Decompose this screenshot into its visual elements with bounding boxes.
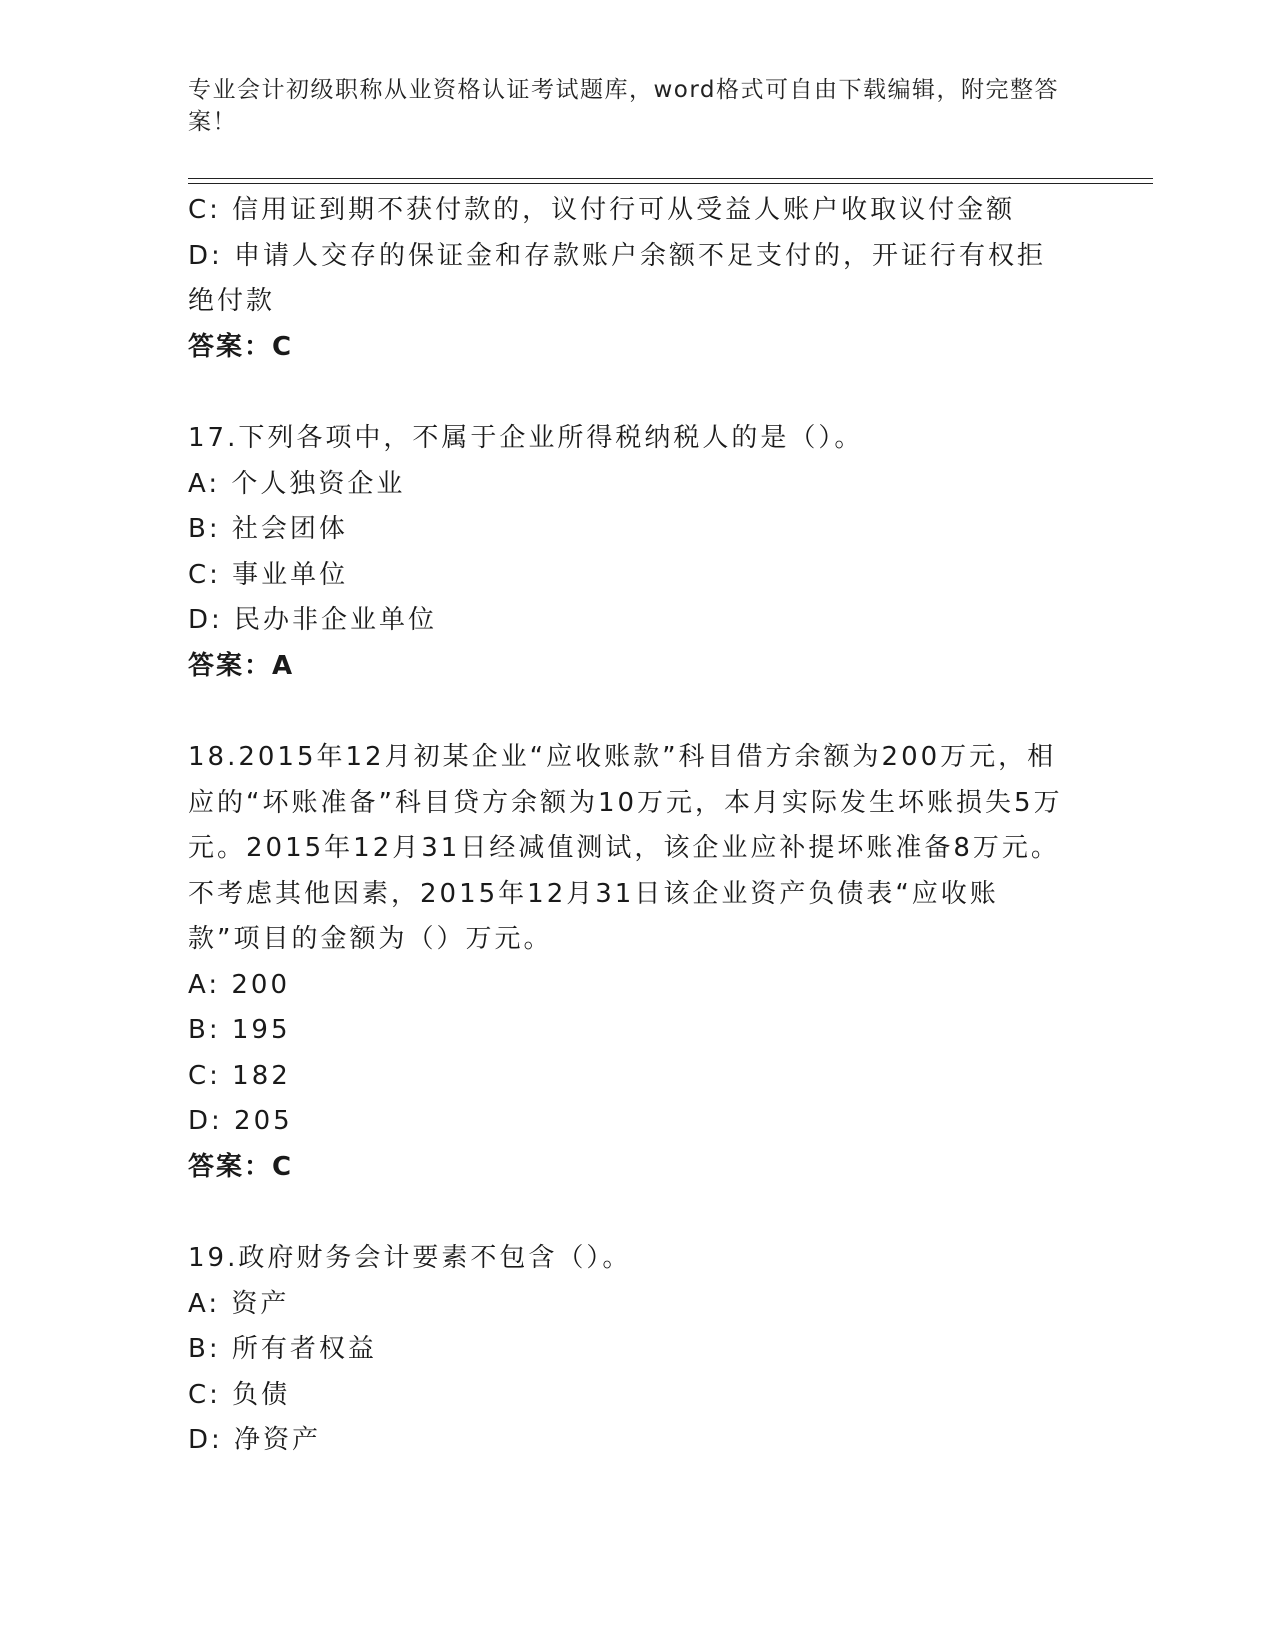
- answer-label: 答案：A: [188, 650, 295, 681]
- option-c: C: 182: [188, 1060, 291, 1091]
- option-a: A: 资产: [188, 1288, 290, 1319]
- option-d: D: 净资产: [188, 1425, 322, 1455]
- option-b: B: 所有者权益: [188, 1334, 377, 1364]
- option-d: D: 申请人交存的保证金和存款账户余额不足支付的，开证行有权拒绝付款: [188, 240, 1047, 316]
- option-a: A: 个人独资企业: [188, 468, 406, 499]
- question-18: [188, 735, 1068, 1190]
- question-stem: 19.政府财务会计要素不包含（）。: [188, 1243, 632, 1273]
- option-a: A: 200: [188, 969, 290, 1000]
- option-b: B: 195: [188, 1015, 291, 1045]
- option-d: D: 民办非企业单位: [188, 605, 438, 635]
- question-16-tail: [188, 188, 1068, 370]
- option-d: D: 205: [188, 1106, 293, 1136]
- question-stem: 17.下列各项中，不属于企业所得税纳税人的是（）。: [188, 423, 864, 453]
- spacer: [188, 1190, 1068, 1236]
- question-stem: 18.2015年12月初某企业“应收账款”科目借方余额为200万元，相应的“坏账准备”科目贷方余额为10万元，本月实际发生坏账损失5万元。2015年12月31日经减值测试，该企业应补提坏账准备8万元。不考虑其他因素，2015年12月31日该企业资产负债表“应收账款”项目的金额为（）万元。: [188, 742, 1063, 954]
- answer-label: 答案：C: [188, 1151, 294, 1182]
- option-c: C: 信用证到期不获付款的，议付行可从受益人账户收取议付金额: [188, 195, 1016, 225]
- page-header: 专业会计初级职称从业资格认证考试题库，word格式可自由下载编辑，附完整答案！: [188, 77, 1060, 135]
- spacer: [188, 370, 1068, 416]
- header-divider-bottom: [188, 183, 1153, 184]
- option-b: B: 社会团体: [188, 514, 348, 544]
- option-c: C: 事业单位: [188, 559, 349, 590]
- header-divider-top: [188, 178, 1153, 179]
- question-17: [188, 416, 1068, 689]
- option-c: C: 负债: [188, 1379, 291, 1410]
- spacer: [188, 689, 1068, 735]
- question-content: [188, 188, 1068, 1464]
- answer-label: 答案：C: [188, 331, 294, 362]
- question-19: [188, 1236, 1068, 1464]
